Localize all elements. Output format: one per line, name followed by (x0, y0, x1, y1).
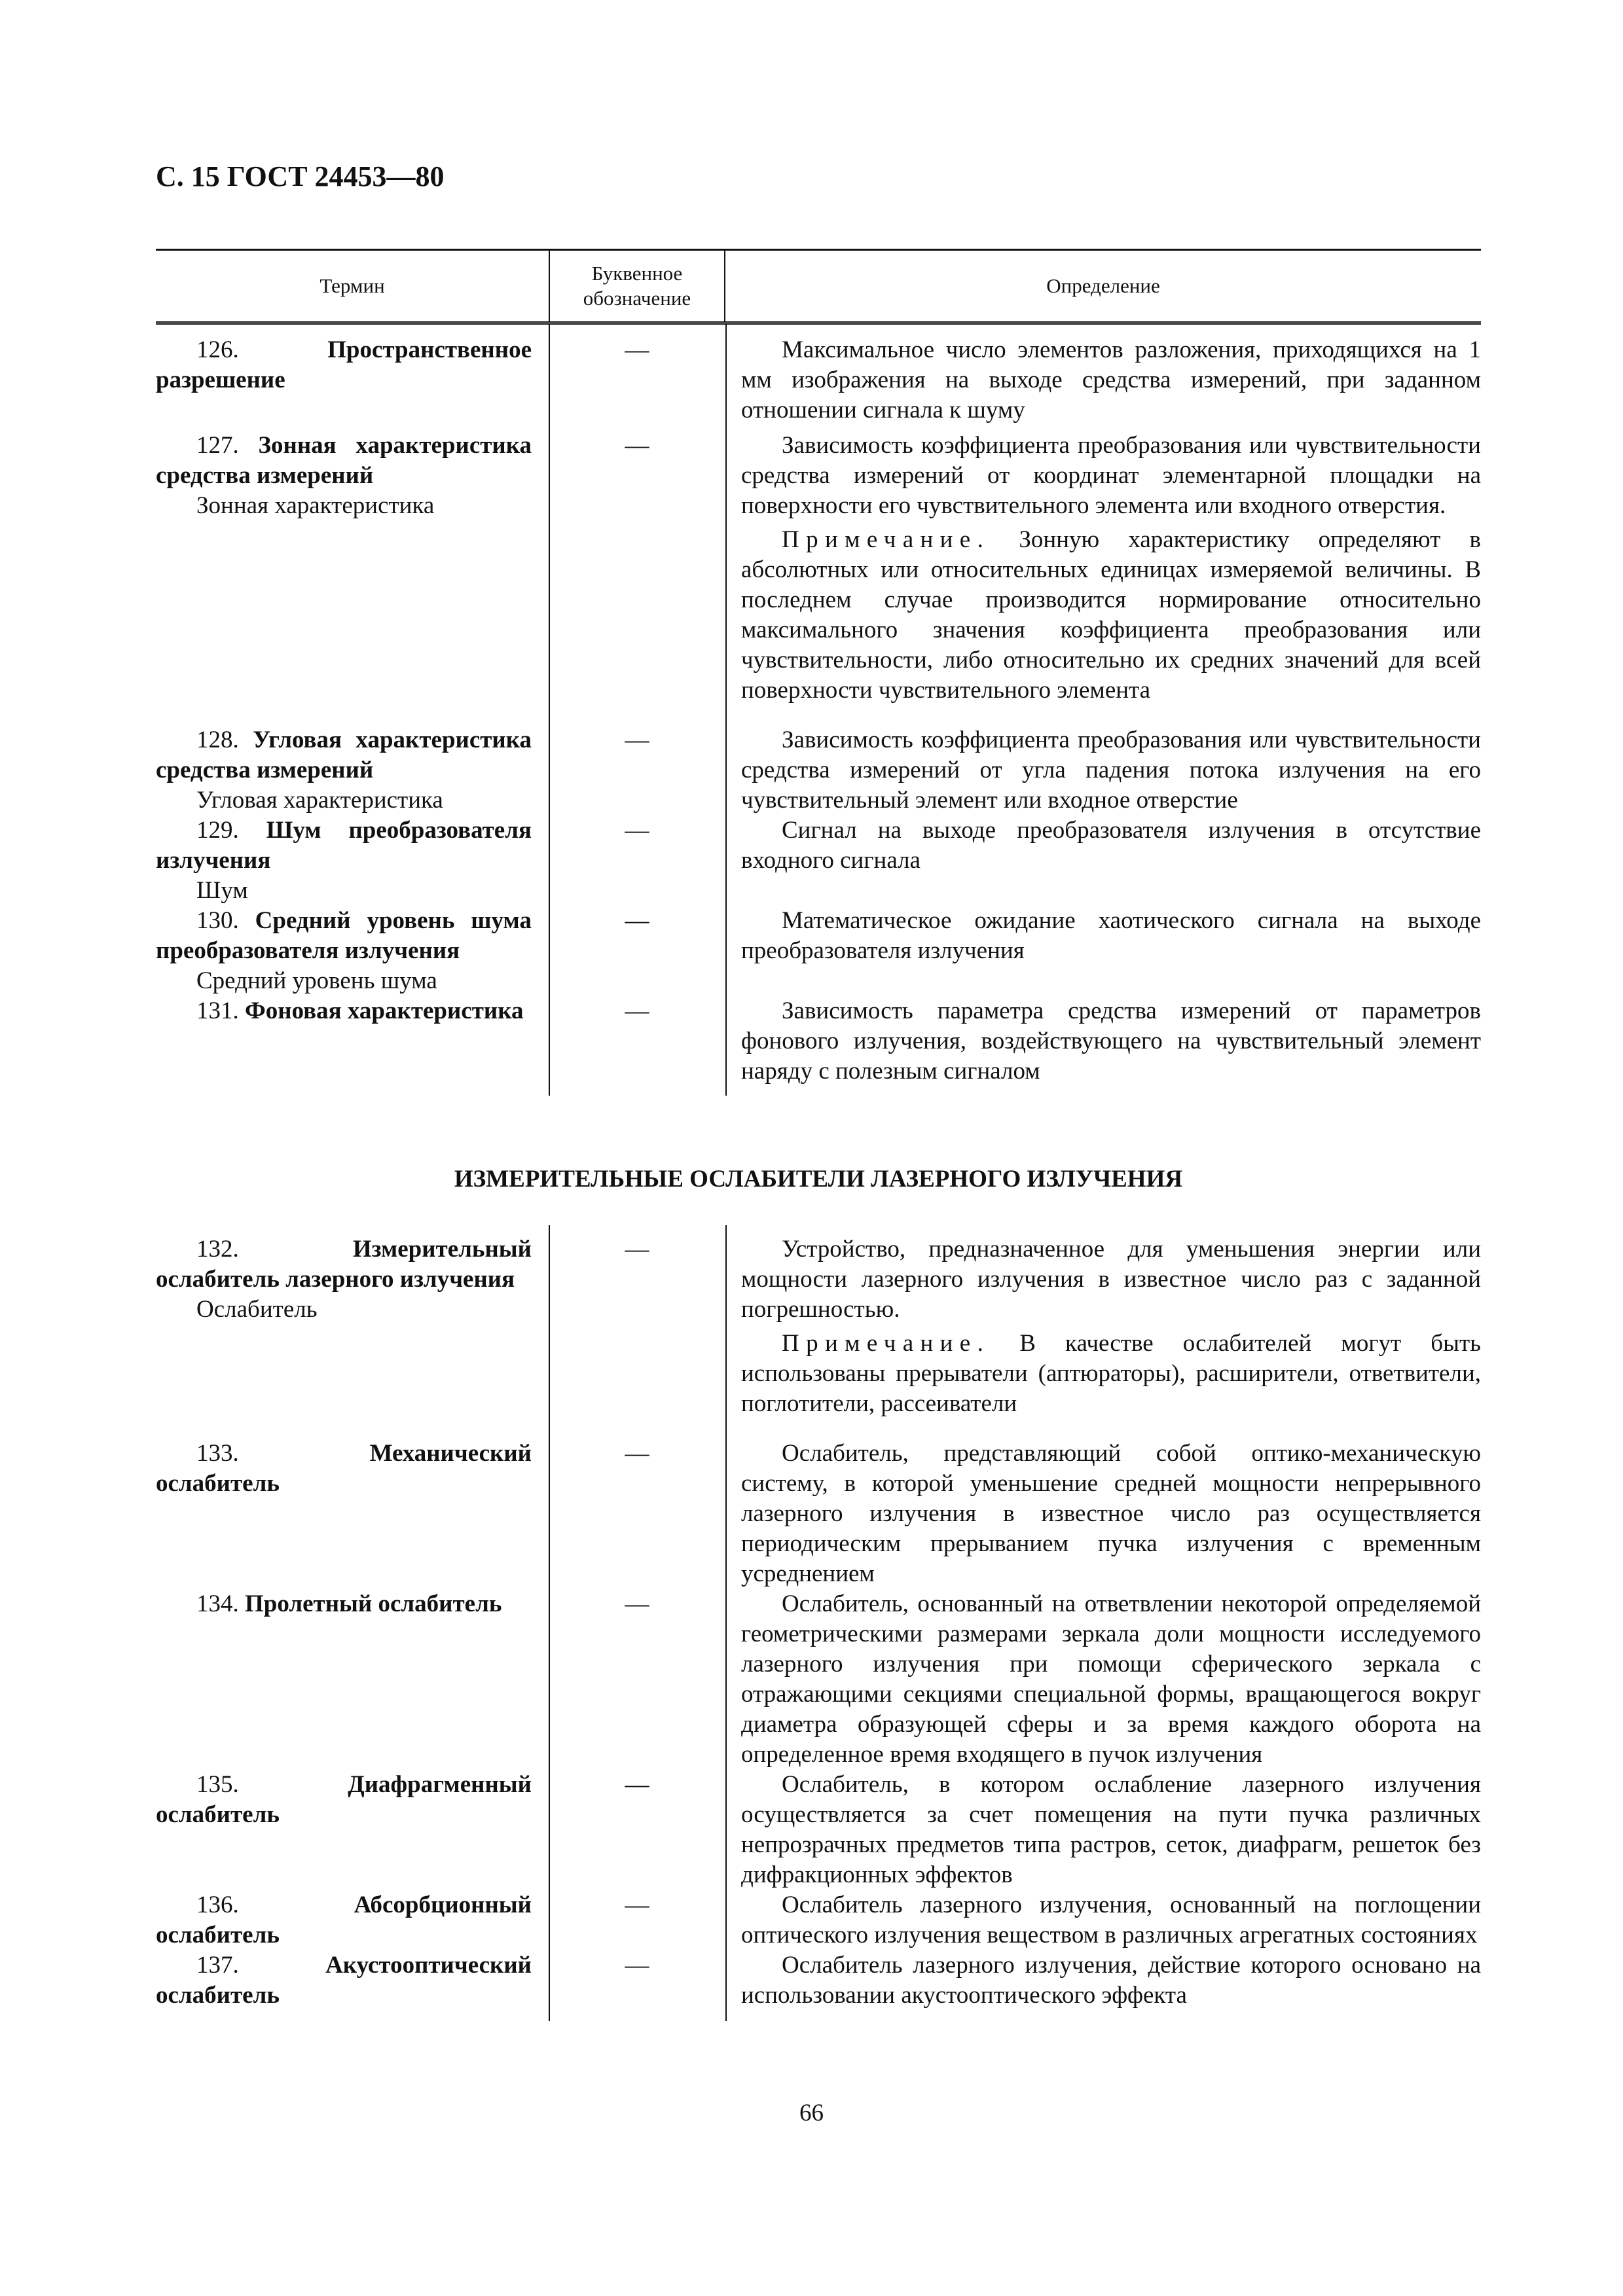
term-name: Диафрагменный ослабитель (156, 1771, 532, 1828)
symbol-cell: — (625, 726, 649, 753)
term-cell (156, 1770, 549, 1890)
table-body-lower (156, 1225, 1481, 2021)
symbol-cell: — (625, 907, 649, 934)
term-cell (156, 1439, 549, 1589)
table-row (156, 996, 1481, 1086)
definition-cell (725, 996, 1481, 1086)
definition-cell (725, 725, 1481, 816)
definition-text: Зависимость коэффициента преобразования или чувствительности средства измерений от угла падения потока излучения на его чувствительный элемент или входное отверстие (741, 726, 1481, 814)
note-text: В качестве ослабителей могут быть использованы прерыватели (аптюраторы), расширители, ответвители, поглотители, рассеиватели (741, 1330, 1481, 1417)
term-cell (156, 1589, 549, 1770)
term-cell (156, 996, 549, 1086)
term-name: Зонная характеристика средства измерений (156, 432, 532, 489)
term-name: Абсорбционный ослабитель (156, 1892, 532, 1948)
term-cell (156, 1234, 549, 1419)
table-row (156, 335, 1481, 425)
table-row (156, 431, 1481, 706)
definition-text: Ослабитель, основанный на ответвлении некоторой определяемой геометрическими размерами зеркала доли мощности исследуемого лазерного излучения при помощи сферического зеркала с отражающими секциями специальной формы, вращающегося вокруг диаметра образующей сферы и за время каждого оборота на определенное время входящего в пучок излучения (741, 1590, 1481, 1768)
table-body-upper (156, 325, 1481, 1096)
term-synonym: Зонная характеристика (196, 492, 435, 519)
definition-cell (725, 1770, 1481, 1890)
page-number: 66 (799, 2100, 824, 2126)
term-title (156, 431, 532, 491)
definition-cell (725, 1439, 1481, 1589)
term-cell (156, 431, 549, 706)
term-title (156, 1439, 532, 1499)
term-synonym: Шум (196, 877, 248, 904)
definition-text: Устройство, предназначенное для уменьшения энергии или мощности лазерного излучения в известное число раз с заданной погрешностью. (741, 1236, 1481, 1323)
term-number: 136. (196, 1892, 239, 1918)
term-name: Угловая характеристика средства измерений (156, 726, 532, 783)
term-title (156, 1950, 532, 2011)
definition-text: Сигнал на выходе преобразователя излучения в отсутствие входного сигнала (741, 817, 1481, 874)
table-row (156, 1234, 1481, 1419)
symbol-cell: — (625, 997, 649, 1024)
definition-cell (725, 431, 1481, 706)
term-title (156, 1234, 532, 1295)
symbol-cell: — (625, 1590, 649, 1617)
term-number: 132. (196, 1236, 239, 1263)
term-number: 131. (196, 997, 239, 1024)
term-title (156, 725, 532, 785)
term-name: Средний уровень шума преобразователя излучения (156, 907, 532, 964)
term-name: Пролетный ослабитель (245, 1590, 502, 1617)
definition-note (741, 1329, 1481, 1419)
symbol-cell: — (625, 1771, 649, 1798)
symbol-cell: — (625, 1892, 649, 1918)
term-title (156, 1770, 532, 1830)
table-row (156, 906, 1481, 996)
definition-cell (725, 335, 1481, 425)
term-title (156, 1890, 532, 1950)
symbol-cell: — (625, 432, 649, 459)
term-cell (156, 1890, 549, 1950)
term-title (156, 1589, 532, 1619)
terms-table (156, 249, 1481, 1096)
definition-text: Зависимость коэффициента преобразования или чувствительности средства измерений от координат элементарной площадки на поверхности его чувствительного элемента или входного отверстия. (741, 432, 1481, 519)
definition-text: Ослабитель лазерного излучения, основанный на поглощении оптического излучения веществом в различных агрегатных состояниях (741, 1892, 1481, 1948)
definition-text: Зависимость параметра средства измерений от параметров фонового излучения, воздействующего на чувствительный элемент наряду с полезным сигналом (741, 997, 1481, 1085)
definition-cell (725, 1890, 1481, 1950)
table-row (156, 816, 1481, 906)
term-title (156, 906, 532, 966)
term-number: 126. (196, 336, 239, 363)
table-row (156, 1890, 1481, 1950)
symbol-cell: — (625, 1440, 649, 1467)
term-name: Акустооптический ослабитель (156, 1952, 532, 2009)
header-term: Термин (319, 274, 385, 297)
symbol-cell: — (625, 336, 649, 363)
term-number: 135. (196, 1771, 239, 1798)
symbol-cell: — (625, 1952, 649, 1979)
term-cell (156, 816, 549, 906)
table-row (156, 725, 1481, 816)
term-number: 134. (196, 1590, 239, 1617)
term-synonym: Ослабитель (196, 1296, 318, 1323)
term-name: Механический ослабитель (156, 1440, 532, 1497)
definition-text: Ослабитель, представляющий собой оптико-механическую систему, в которой уменьшение средней мощности непрерывного лазерного излучения в известное число раз осуществляется периодическим прерыванием пучка излучения с временным усреднением (741, 1440, 1481, 1587)
term-name: Шум преобразователя излучения (156, 817, 532, 874)
term-synonym: Угловая характеристика (196, 787, 443, 814)
term-title (156, 335, 532, 395)
section-title: ИЗМЕРИТЕЛЬНЫЕ ОСЛАБИТЕЛИ ЛАЗЕРНОГО ИЗЛУЧЕНИЯ (454, 1166, 1183, 1193)
table-row (156, 1439, 1481, 1589)
term-number: 130. (196, 907, 239, 934)
term-number: 128. (196, 726, 239, 753)
table-header (156, 249, 1481, 325)
definition-text: Математическое ожидание хаотического сигнала на выходе преобразователя излучения (741, 907, 1481, 964)
term-number: 127. (196, 432, 239, 459)
running-head: С. 15 ГОСТ 24453—80 (156, 160, 445, 192)
table-row (156, 1950, 1481, 2011)
symbol-cell: — (625, 817, 649, 844)
term-title (156, 816, 532, 876)
definition-cell (725, 816, 1481, 906)
term-synonym: Средний уровень шума (196, 967, 437, 994)
definition-cell (725, 1950, 1481, 2011)
term-number: 133. (196, 1440, 239, 1467)
term-name: Измерительный ослабитель лазерного излучения (156, 1236, 532, 1293)
definition-text: Ослабитель лазерного излучения, действие которого основано на использовании акустооптического эффекта (741, 1952, 1481, 2009)
definition-cell (725, 906, 1481, 996)
term-cell (156, 725, 549, 816)
definition-text: Максимальное число элементов разложения, приходящихся на 1 мм изображения на выходе средства измерений, при заданном отношении сигнала к шуму (741, 336, 1481, 423)
note-text: Зонную характеристику определяют в абсолютных или относительных единицах измеряемой величины. В последнем случае производится нормирование относительно максимального значения коэффициента преобразования или чувствительности, либо относительно их средних значений для всей поверхности чувствительного элемента (741, 526, 1481, 704)
definition-cell (725, 1589, 1481, 1770)
table-row (156, 1770, 1481, 1890)
header-symbol: Буквенное обозначение (549, 251, 725, 321)
note-label: Примечание. (782, 1330, 991, 1357)
definition-cell (725, 1234, 1481, 1419)
term-cell (156, 335, 549, 425)
term-name: Пространственное разрешение (156, 336, 532, 393)
term-number: 137. (196, 1952, 239, 1979)
term-cell (156, 906, 549, 996)
table-row (156, 1589, 1481, 1770)
term-title (156, 996, 532, 1026)
term-name: Фоновая характеристика (245, 997, 524, 1024)
definition-text: Ослабитель, в котором ослабление лазерного излучения осуществляется за счет помещения на пути пучка различных непрозрачных предметов типа растров, сеток, диафрагм, решеток без дифракционных эффектов (741, 1771, 1481, 1888)
note-label: Примечание. (782, 526, 991, 553)
definition-note (741, 525, 1481, 706)
header-definition: Определение (1046, 274, 1160, 297)
term-cell (156, 1950, 549, 2011)
symbol-cell: — (625, 1236, 649, 1263)
terms-table-lower (156, 1225, 1481, 2021)
term-number: 129. (196, 817, 239, 844)
